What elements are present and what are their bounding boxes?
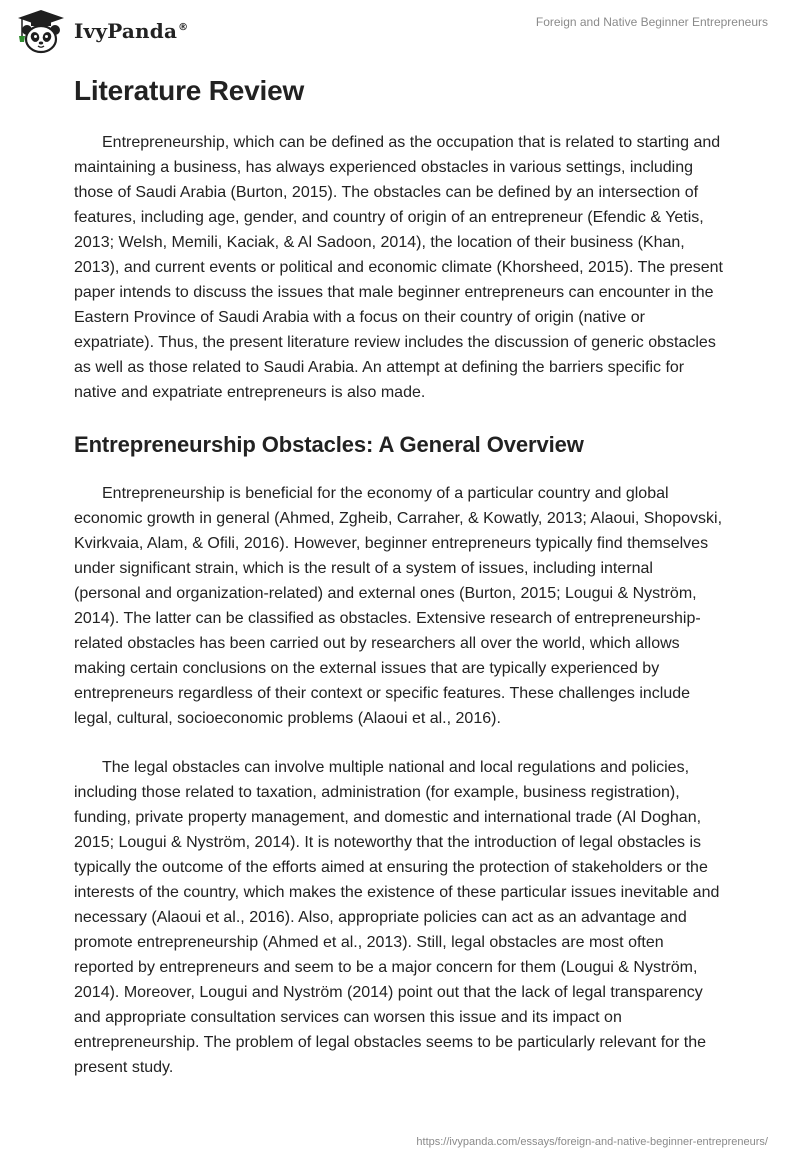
source-url[interactable]: https://ivypanda.com/essays/foreign-and-native-beginner-entrepreneurs/ [416,1136,768,1148]
registered-mark: ® [178,22,189,34]
paragraph-benefits: Entrepreneurship is beneficial for the economy of a particular country and global economic growth in general (Ahmed, Zgheib, Carraher, & Kowatly, 2013; Alaoui, Shopovski, Kvirkvaia, Alam, & Ofili, 2016). However, beginner entrepreneurs typically find themselves under significant strain, which is the result of a system of issues, including internal (personal and organization-related) and external ones (Burton, 2015; Lougui & Nyström, 2014). The latter can be classified as obstacles. Extensive research of entrepreneurship-related obstacles has been carried out by researchers all over the world, which allows making certain conclusions on the external issues that are typically experienced by entrepreneurs regardless of their context or specific features. These challenges include legal, cultural, socioeconomic problems (Alaoui et al., 2016). [74,485,723,727]
logo-wordmark [74,19,188,43]
paragraph-intro: Entrepreneurship, which can be defined as the occupation that is related to starting and maintaining a business, has always experienced obstacles in various settings, including those of Saudi Arabia (Burton, 2015). The obstacles can be defined by an intersection of features, including age, gender, and country of origin of an entrepreneur (Efendic & Yetis, 2013; Welsh, Memili, Kaciak, & Al Sadoon, 2014), the location of their business (Khan, 2013), and current events or political and economic climate (Khorsheed, 2015). The present paper intends to discuss the issues that male beginner entrepreneurs can encounter in the Eastern Province of Saudi Arabia with a focus on their country of origin (native or expatriate). Thus, the present literature review includes the discussion of generic obstacles as well as those related to Saudi Arabia. An attempt at defining the barriers specific for native and expatriate entrepreneurs is also made. [74,134,723,401]
subsection-heading-obstacles-overview: Entrepreneurship Obstacles: A General Overview [74,432,584,457]
panda-graduate-icon [14,8,68,54]
ivypanda-logo[interactable] [14,8,188,54]
page-header [0,0,800,60]
section-heading-literature-review: Literature Review [74,75,305,106]
document-title: Foreign and Native Beginner Entrepreneurs [535,15,768,29]
article-body [74,74,724,1080]
paragraph-legal-obstacles: The legal obstacles can involve multiple national and local regulations and policies, including those related to taxation, administration (for example, business registration), funding, private property management, and domestic and international trade (Al Doghan, 2015; Lougui & Nyström, 2014). It is noteworthy that the introduction of legal obstacles is typically the outcome of the efforts aimed at ensuring the protection of stakeholders or the interests of the country, which makes the existence of these particular issues inevitable and necessary (Alaoui et al., 2016). Also, appropriate policies can act as an advantage and promote entrepreneurship (Ahmed et al., 2013). Still, legal obstacles are most often reported by entrepreneurs and seem to be a major concern for them (Lougui & Nyström, 2014). Moreover, Lougui and Nyström (2014) point out that the lack of legal transparency and appropriate consultation services can worsen this issue and its impact on entrepreneurship. The problem of legal obstacles seems to be particularly relevant for the present study. [74,759,720,1076]
logo-name: IvyPanda [74,19,178,43]
